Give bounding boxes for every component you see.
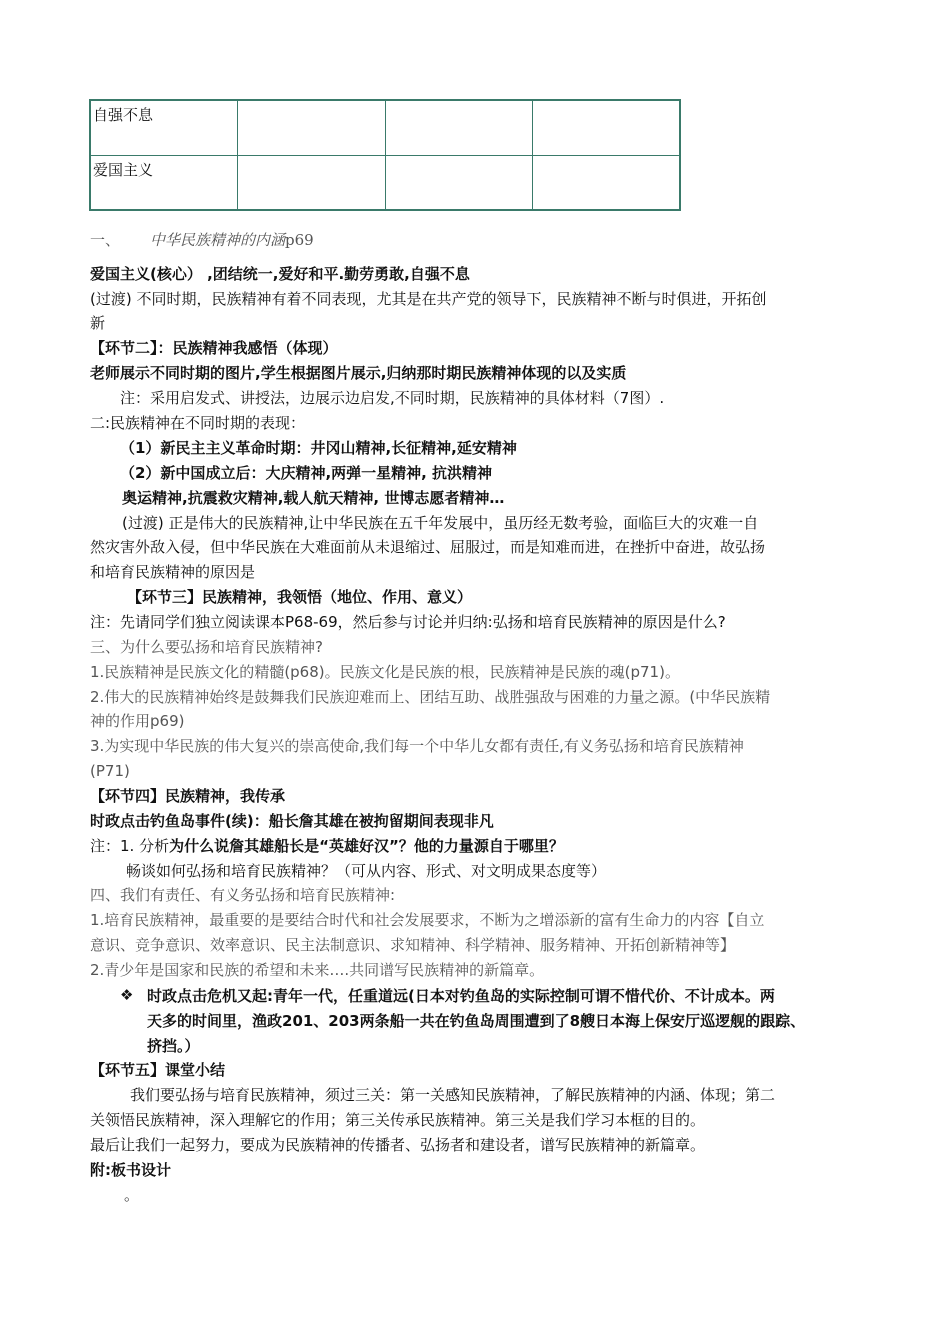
line-31: 时政点击危机又起:青年一代，任重道远(日本对钓鱼岛的实际控制可谓不惜代价、不计成本。两	[147, 987, 775, 1005]
line-11: 奥运精神,抗震救灾精神,载人航天精神, 世博志愿者精神…	[122, 489, 505, 507]
line-35: 我们要弘扬与培育民族精神，须过三关：第一关感知民族精神，了解民族精神的内涵、体现；第二	[130, 1086, 776, 1104]
section-number: 一、	[90, 231, 121, 249]
table-cell	[238, 100, 385, 155]
line-7: 注：采用启发式、讲授法，边展示边启发,不同时期，民族精神的具体材料（7图）.	[120, 389, 665, 407]
table-cell-label: 爱国主义	[90, 155, 238, 210]
table-cell	[385, 155, 532, 210]
table-cell	[533, 155, 681, 210]
line-24: 时政点击钓鱼岛事件(续)：船长詹其雄在被拘留期间表现非凡	[90, 812, 494, 830]
line-37: 最后让我们一起努力，要成为民族精神的传播者、弘扬者和建设者，谱写民族精神的新篇章。	[90, 1136, 706, 1154]
line-32: 天多的时间里，渔政201、203两条船一共在钓鱼岛周围遭到了8艘日本海上保安厅巡逻舰的跟踪、	[147, 1012, 806, 1030]
spirit-table	[89, 99, 681, 211]
note-prefix: 注：1. 分析	[90, 837, 170, 855]
segment-heading-2: 【环节二】：民族精神我感悟（体现）	[90, 339, 338, 357]
diamond-bullet-icon: ❖	[120, 986, 134, 1004]
line-6: 老师展示不同时期的图片,学生根据图片展示,归纳那时期民族精神体现的以及实质	[90, 364, 627, 382]
line-10: （2）新中国成立后：大庆精神,两弹一星精神, 抗洪精神	[120, 464, 493, 482]
section-title: 中华民族精神的内涵	[150, 231, 286, 249]
segment-heading-4: 【环节四】民族精神，我传承	[90, 787, 286, 805]
table-cell-label: 自强不息	[90, 100, 238, 155]
line-20: 神的作用p69)	[90, 712, 185, 730]
table-cell	[533, 100, 681, 155]
line-36: 关领悟民族精神，深入理解它的作用；第三关传承民族精神。第三关是我们学习本框的目的。	[90, 1111, 706, 1129]
line-19: 2.伟大的民族精神始终是鼓舞我们民族迎难而上、团结互助、战胜强敌与困难的力量之源。(中华民族精	[90, 688, 771, 706]
section-heading-1	[90, 228, 314, 252]
line-29: 意识、竞争意识、效率意识、民主法制意识、求知精神、科学精神、服务精神、开拓创新精神等】	[90, 936, 736, 954]
section-heading-3: 三、为什么要弘扬和培育民族精神?	[90, 638, 323, 656]
table-row	[90, 100, 680, 155]
section-heading-4: 四、我们有责任、有义务弘扬和培育民族精神:	[90, 886, 396, 904]
segment-heading-5: 【环节五】课堂小结	[90, 1061, 226, 1079]
line-18: 1.民族精神是民族文化的精髓(p68)。民族文化是民族的根，民族精神是民族的魂(p71)。	[90, 663, 680, 681]
line-25	[90, 834, 564, 858]
line-4: 新	[90, 314, 106, 332]
board-design-heading: 附:板书设计	[90, 1161, 171, 1179]
line-22: (P71)	[90, 762, 130, 780]
question-text: 为什么说詹其雄船长是“英雄好汉”？他的力量源自于哪里？	[169, 837, 564, 855]
line-9: （1）新民主主义革命时期：井冈山精神,长征精神,延安精神	[120, 439, 517, 457]
line-21: 3.为实现中华民族的伟大复兴的崇高使命,我们每一个中华儿女都有责任,有义务弘扬和培育民族精神	[90, 737, 744, 755]
segment-heading-3: 【环节三】民族精神，我领悟（地位、作用、意义）	[127, 588, 473, 606]
line-12: (过渡) 正是伟大的民族精神,让中华民族在五千年发展中，虽历经无数考验，面临巨大的灾难一自	[122, 514, 759, 532]
line-16: 注：先请同学们独立阅读课本P68-69，然后参与讨论并归纳:弘扬和培育民族精神的原因是什么?	[90, 613, 726, 631]
table-cell	[238, 155, 385, 210]
line-3: (过渡) 不同时期，民族精神有着不同表现，尤其是在共产党的领导下，民族精神不断与时俱进，开拓创	[90, 290, 767, 308]
line-26: 畅谈如何弘扬和培育民族精神？（可从内容、形式、对文明成果态度等）	[126, 862, 607, 880]
line-2: 爱国主义(核心） ,团结统一,爱好和平.勤劳勇敢,自强不息	[90, 265, 470, 283]
line-33: 挤挡。）	[147, 1037, 200, 1055]
table-row	[90, 155, 680, 210]
line-13: 然灾害外敌入侵，但中华民族在大难面前从未退缩过、屈服过，而是知难而进，在挫折中奋进，故弘扬	[90, 538, 766, 556]
line-39: 。	[124, 1186, 140, 1204]
page-ref: p69	[285, 231, 314, 249]
table-cell	[385, 100, 532, 155]
line-14: 和培育民族精神的原因是	[90, 563, 256, 581]
line-30: 2.青少年是国家和民族的希望和未来….共同谱写民族精神的新篇章。	[90, 961, 545, 979]
line-8: 二:民族精神在不同时期的表现：	[90, 414, 306, 432]
line-28: 1.培育民族精神，最重要的是要结合时代和社会发展要求，不断为之增添新的富有生命力的内容【自立	[90, 911, 765, 929]
